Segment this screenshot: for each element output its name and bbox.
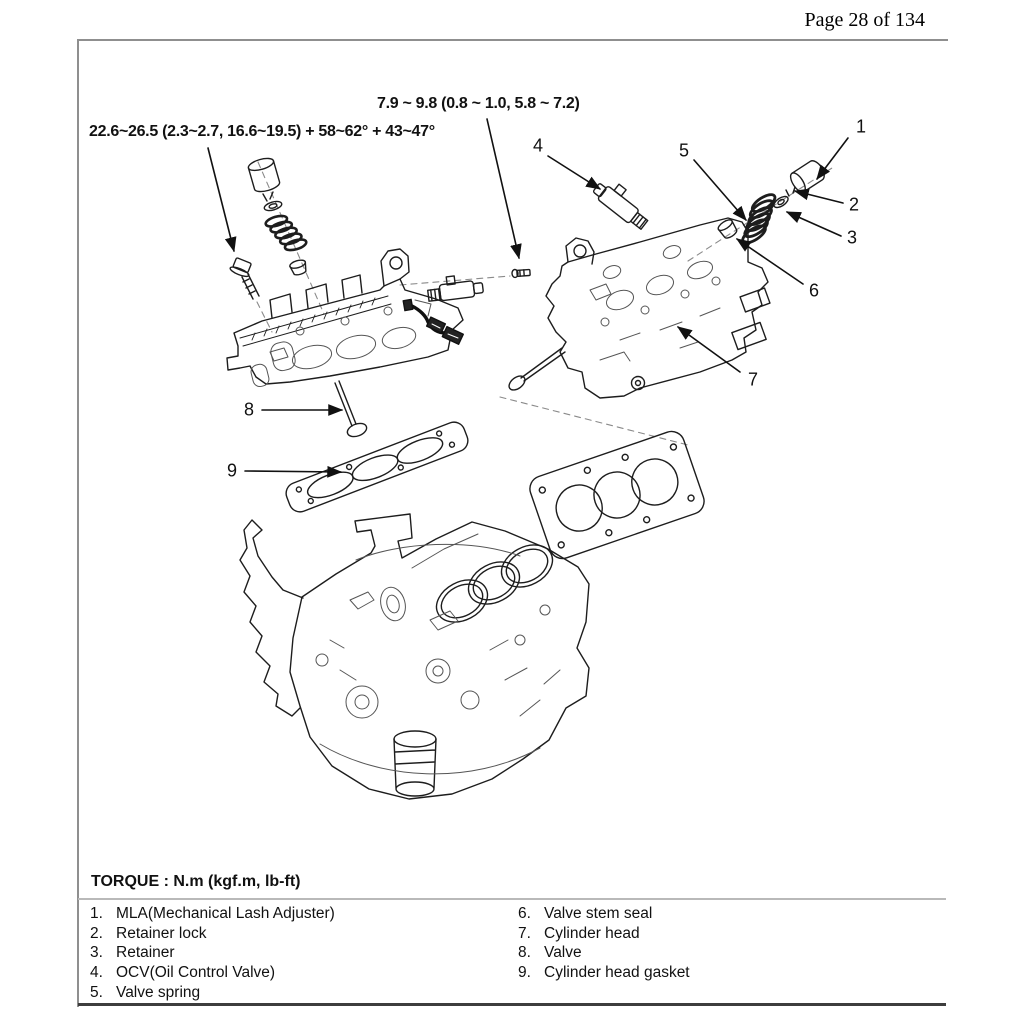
engine-block-drawing (240, 514, 589, 799)
valve-spring-left-drawing (265, 211, 308, 256)
valve-right-drawing (507, 348, 565, 393)
ocv-exploded-drawing (591, 174, 654, 231)
callout-label-6: 6 (808, 280, 820, 301)
legend-column-left (90, 904, 335, 1003)
callout-label-2: 2 (848, 194, 860, 215)
callout-label-9: 9 (226, 460, 238, 481)
ocv-bolt-drawing (512, 268, 531, 277)
torque-note-ocv-bolt: 7.9 ~ 9.8 (0.8 ~ 1.0, 5.8 ~ 7.2) (377, 95, 580, 112)
legend-item: 7. Cylinder head (518, 924, 640, 942)
legend-item: 2. Retainer lock (90, 924, 207, 942)
head-gasket-left-drawing (283, 419, 471, 515)
legend-item: 8. Valve (518, 944, 582, 962)
legend-column-right (518, 904, 690, 983)
torque-caption: TORQUE : N.m (kgf.m, lb-ft) (91, 873, 301, 890)
page-number: Page 28 of 134 (804, 9, 925, 31)
callout-label-3: 3 (846, 227, 858, 248)
cylinder-head-right-drawing (546, 218, 770, 398)
legend-item: 5. Valve spring (90, 983, 201, 1001)
spring-seat-left-drawing (289, 259, 308, 277)
head-bolt-drawing (229, 257, 259, 299)
callout-label-5: 5 (678, 140, 690, 161)
retainer-left-drawing (263, 200, 283, 213)
torque-note-head-bolt: 22.6~26.5 (2.3~2.7, 16.6~19.5) + 58~62° + 43~47° (89, 123, 435, 140)
legend-item: 9. Cylinder head gasket (518, 964, 690, 982)
callout-label-7: 7 (747, 369, 759, 390)
ocv-left-bank-drawing (426, 273, 483, 303)
legend-item: 4. OCV(Oil Control Valve) (90, 964, 276, 982)
callout-label-8: 8 (243, 399, 255, 420)
leader-lines (208, 119, 848, 472)
legend-item: 1. MLA(Mechanical Lash Adjuster) (90, 905, 335, 922)
callout-label-1: 1 (855, 116, 867, 137)
callout-label-4: 4 (532, 135, 544, 156)
legend-item: 6. Valve stem seal (518, 905, 653, 922)
valve-stem-seal-drawing (717, 218, 739, 241)
head-gasket-right-drawing (526, 428, 707, 562)
legend-item: 3. Retainer (90, 944, 175, 962)
